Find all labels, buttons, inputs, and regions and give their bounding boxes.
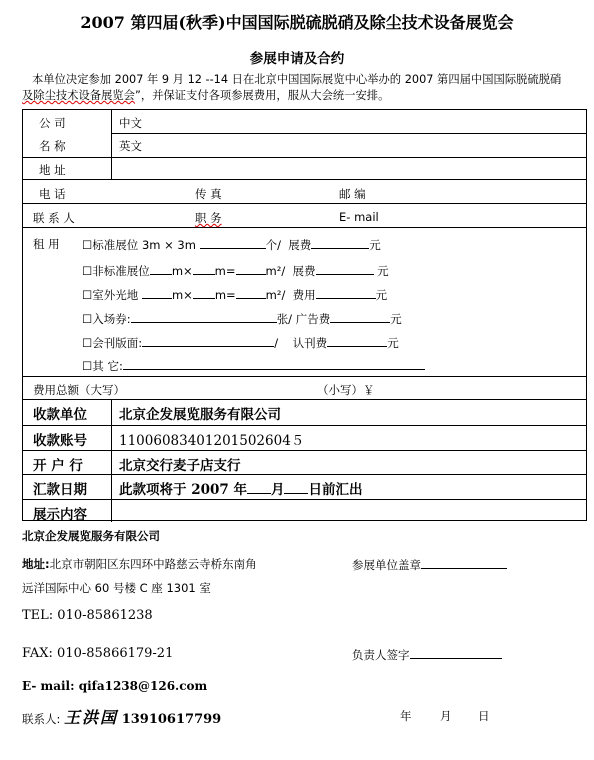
tel: TEL: 010-85861238 [22,608,153,623]
total-uppercase-label: 费用总额（大写） [33,383,125,397]
contact-name: 王洪国 [64,708,119,727]
divider [23,450,586,451]
page-title: 2007 第四届(秋季)中国国际脱硫脱硝及除尘技术设备展览会 [80,13,514,32]
english-name-field[interactable]: 英文 [119,139,142,153]
divider [23,227,586,228]
application-form [22,109,587,521]
organizer-address-1: 地址:北京市朝阳区东四环中路慈云寺桥东南角 [22,557,257,571]
total-lowercase-label: （小写）￥ [317,383,375,397]
intro-text [22,72,561,104]
account-label: 收款账号 [33,433,87,449]
page-subtitle: 参展申请及合约 [249,51,345,67]
divider [111,110,112,179]
email: E- mail: qifa1238@126.com [22,679,208,693]
seal-label: 参展单位盖章 [352,556,507,573]
account-value: 11006083401201502604５ [119,433,305,449]
divider [23,376,586,377]
intro-line-1: 本单位决定参加 2007 年 9 月 12 --14 日在北京中国国际展览中心举办的 2007 第四届中国国际脱硫脱硝 [32,73,562,86]
organizer-name: 北京企发展览服务有限公司 [22,529,160,543]
payee-value: 北京企发展览服务有限公司 [119,407,281,423]
divider [23,425,586,426]
intro-line-2 [22,88,561,104]
organizer-address-2: 远洋国际中心 60 号楼 C 座 1301 室 [22,581,211,595]
intro-line-2-rest: ”，并保证支付各项参展费用，服从大会统一安排。 [134,89,390,102]
company-label-2: 名 称 [39,139,66,153]
signature-label: 负责人签字 [352,646,502,663]
email-label: E- mail [339,210,379,224]
catalog-page-option[interactable]: ☐会刊版面: / 认刊费 元 [82,336,399,350]
postcode-label: 邮 编 [339,187,366,201]
date-day: 日 [478,709,490,723]
divider [23,157,586,158]
intro-expo-name: 及除尘技术设备展览会 [22,89,135,102]
divider [23,399,586,400]
divider [23,203,586,204]
divider [23,179,586,180]
non-standard-booth-option[interactable]: ☐非标准展位 m× m= m²/ 展费 元 [82,264,389,278]
divider [111,399,112,522]
remit-date-label: 汇款日期 [33,482,87,498]
fax-label: 传 真 [195,187,222,201]
contact-phone: 13910617799 [121,712,222,727]
bank-label: 开 户 行 [33,458,83,474]
standard-booth-option[interactable]: ☐标准展位 3m × 3m 个/ 展费 元 [82,238,381,252]
exhibit-content-label: 展示内容 [33,507,87,523]
contact-line: 联系人: 王洪国 13910617799 [22,708,222,727]
divider [23,474,586,475]
rent-label: 租 用 [33,237,60,251]
chinese-name-field[interactable]: 中文 [119,116,142,130]
payee-label: 收款单位 [33,407,87,423]
contact-label: 联 系 人 [33,211,75,225]
divider [111,133,586,134]
remit-date-value: 此款项将于 2007 年 月 日前汇出 [119,478,362,498]
date-year: 年 [400,709,412,723]
date-month: 月 [440,709,452,723]
fax: FAX: 010-85866179-21 [22,646,174,661]
address-label: 地 址 [39,163,66,177]
bank-value: 北京交行麦子店支行 [119,458,241,474]
company-label: 公 司 [39,116,66,130]
phone-label: 电 话 [39,187,66,201]
ticket-option[interactable]: ☐入场券: 张/ 广告费 元 [82,312,402,326]
other-option[interactable]: ☐其 它: [82,357,425,374]
outdoor-space-option[interactable]: ☐室外光地 m× m= m²/ 费用 元 [82,288,388,302]
position-label: 职 务 [195,211,222,225]
divider [23,499,586,500]
